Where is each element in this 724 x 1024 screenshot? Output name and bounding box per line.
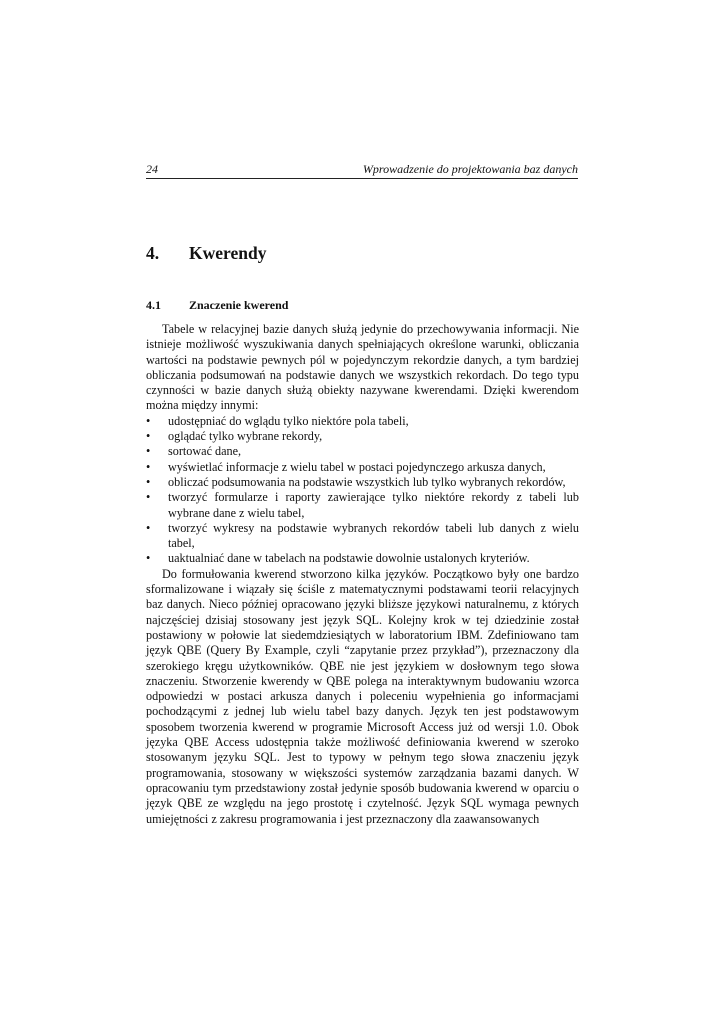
bullet-icon: • bbox=[146, 413, 151, 428]
list-item-text: udostępniać do wglądu tylko niektóre pola tabeli, bbox=[168, 413, 409, 428]
list-item-text: tworzyć formularze i raporty zawierające tylko niektóre rekordy z tabeli lub wybrane dane z wielu tabel, bbox=[168, 490, 579, 520]
section-number: 4.1 bbox=[146, 298, 161, 312]
list-item bbox=[146, 551, 579, 566]
list-item-text: tworzyć wykresy na podstawie wybranych rekordów tabeli lub danych z wielu tabel, bbox=[168, 520, 579, 551]
capabilities-list bbox=[146, 414, 579, 567]
list-item-text: wyświetlać informacje z wielu tabel w postaci pojedynczego arkusza danych, bbox=[168, 459, 546, 474]
list-item-text: obliczać podsumowania na podstawie wszystkich lub tylko wybranych rekordów, bbox=[168, 474, 566, 489]
chapter-title: Kwerendy bbox=[189, 243, 267, 263]
list-item bbox=[146, 414, 579, 429]
section-title: Znaczenie kwerend bbox=[189, 298, 289, 312]
list-item bbox=[146, 429, 579, 444]
list-item-text: sortować dane, bbox=[168, 444, 242, 459]
list-item bbox=[146, 475, 579, 490]
section-heading bbox=[146, 298, 288, 313]
running-title: Wprowadzenie do projektowania baz danych bbox=[362, 162, 578, 176]
list-item bbox=[146, 521, 579, 552]
list-item bbox=[146, 444, 579, 459]
list-item-text: uaktualniać dane w tabelach na podstawie dowolnie ustalonych kryteriów. bbox=[168, 551, 530, 566]
body-text bbox=[146, 322, 579, 827]
list-item-text: oglądać tylko wybrane rekordy, bbox=[168, 429, 323, 444]
history-paragraph: Do formułowania kwerend stworzono kilka języków. Początkowo były one bardzo sformalizowane i wiązały się ściśle z matematycznymi podstawami teorii relacyjnych baz danych. Nieco później opracowano języki bliższe językowi naturalnemu, z których najczęściej dzisiaj stosowany jest język SQL. Kolejny krok w tej dziedzinie został postawiony w połowie lat siedemdziesiątych w laboratorium IBM. Zdefiniowano tam język QBE (Query By Example, czyli “zapytanie przez przykład”), przeznaczony dla szerokiego kręgu użytkowników. QBE nie jest językiem w dosłownym tego słowa znaczeniu. Stworzenie kwerendy w QBE polega na interaktywnym budowaniu wzorca odpowiedzi w postaci arkusza danych i poleceniu wypełnienia go informacjami pochodzącymi z jednej lub wielu tabel bazy danych. Język ten jest podstawowym sposobem tworzenia kwerend w programie Microsoft Access już od wersji 1.0. Obok języka QBE Access udostępnia także możliwość definiowania kwerend w szeroko stosowanym języku SQL. Jest to typowy w pełnym tego słowa znaczeniu język programowania, stosowany w większości systemów zarządzania bazami danych. W opracowaniu tym przedstawiony został jedynie sposób budowania kwerend w oparciu o język QBE ze względu na jego prostotę i czytelność. Język SQL wymaga pewnych umiejętności z zakresu programowania i jest przeznaczony dla zaawansowanych bbox=[146, 566, 579, 826]
page-number: 24 bbox=[146, 162, 158, 176]
bullet-icon: • bbox=[146, 429, 151, 444]
intro-paragraph: Tabele w relacyjnej bazie danych służą jedynie do przechowywania informacji. Nie istnieje możliwość wyszukiwania danych spełniających określone warunki, obliczania wartości na podstawie pewnych pól w pojedynczym rekordzie danych, a tym bardziej obliczania podsumowań na podstawie danych we wszystkich rekordach. Do tego typu czynności w bazie danych służą obiekty nazywane kwerendami. Dzięki kwerendom można między innymi: bbox=[146, 322, 579, 413]
bullet-icon: • bbox=[146, 551, 151, 566]
bullet-icon: • bbox=[146, 520, 151, 535]
chapter-heading bbox=[146, 243, 266, 264]
chapter-number: 4. bbox=[146, 243, 160, 263]
bullet-icon: • bbox=[146, 490, 151, 505]
page-header bbox=[146, 160, 578, 179]
list-item bbox=[146, 490, 579, 521]
bullet-icon: • bbox=[146, 459, 151, 474]
bullet-icon: • bbox=[146, 444, 151, 459]
list-item bbox=[146, 460, 579, 475]
bullet-icon: • bbox=[146, 474, 151, 489]
